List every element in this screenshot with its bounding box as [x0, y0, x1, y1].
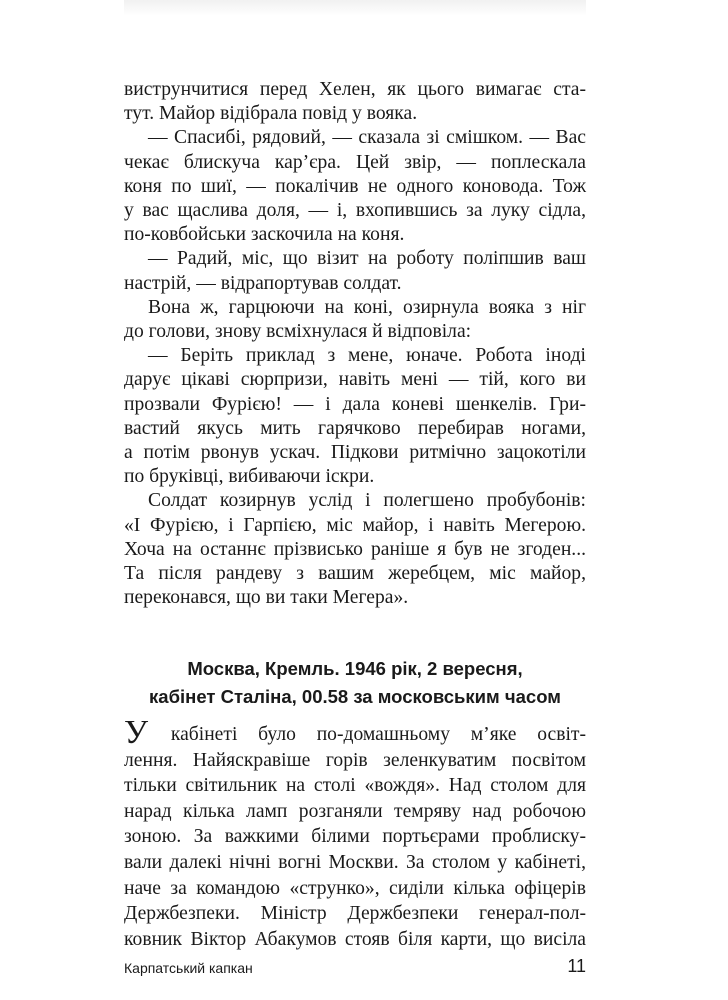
first-line-text: кабінеті було по-домашньому м’яке освіт- [150, 724, 586, 745]
text-line: переконався, що ви таки Мегера». [124, 587, 409, 609]
section-heading [124, 655, 586, 711]
text-line: дарує цікаві сюрпризи, навіть мені — тій, кого ви [124, 369, 586, 391]
text-line: «І Фурією, і Гарпією, міс майор, і навіть Мегерою. [124, 514, 586, 536]
text-line: вастий якусь мить гарячково перебирав ногами, [124, 417, 586, 439]
text-line: Та після рандеву з вашим жеребцем, міс майор, [124, 563, 586, 585]
text-line: — Радий, міс, що візит на роботу поліпшив ваш [148, 248, 586, 270]
text-line: зоною. За важкими білими портьєрами проблиску- [124, 826, 586, 848]
text-line: по-ковбойськи заскочила на коня. [124, 224, 405, 246]
running-footer-title: Карпатський капкан [124, 960, 253, 976]
body-text-block-1 [124, 78, 586, 610]
text-line: тільки світильник на столі «вождя». Над столом для [124, 775, 586, 797]
heading-line: Москва, Кремль. 1946 рік, 2 вересня, [187, 658, 523, 679]
text-line: Солдат козирнув услід і полегшено пробубонів: [148, 490, 586, 512]
text-line: а потім рвонув ускач. Підкови ритмічно зацокотіли [124, 442, 586, 464]
text-line: Хоча на останнє прізвисько раніше я був не згоден... [124, 538, 586, 560]
text-line: вали далекі нічні вогні Москви. За столом у кабінеті, [124, 851, 586, 873]
text-line: Вона ж, гарцюючи на коні, озирнула вояка з ніг [148, 296, 586, 318]
text-line: — Беріть приклад з мене, юначе. Робота іноді [148, 345, 586, 367]
text-line: прозвали Фурією! — і дала коневі шенкелів. Гри- [124, 393, 586, 415]
text-line: нарад кілька ламп розганяли темряву над робочою [124, 800, 586, 822]
text-line: наче за командою «струнко», сиділи кілька офіцерів [124, 877, 586, 899]
text-line: — Спасибі, рядовий, — сказала зі смішком. — Вас [148, 127, 586, 149]
text-line: до голови, знову всміхнулася й відповіла: [124, 321, 472, 343]
page-top-shadow [124, 0, 586, 16]
text-line: Держбезпеки. Міністр Держбезпеки генерал-пол- [124, 903, 586, 925]
text-line: тут. Майор відібрала повід у вояка. [124, 103, 418, 125]
text-line: лення. Найяскравіше горів зеленкуватим посвітом [124, 749, 586, 771]
text-line: ковник Віктор Абакумов стояв біля карти, що висіла [124, 928, 586, 950]
text-line: виструнчитися перед Хелен, як цього вимагає ста- [124, 79, 586, 100]
body-text-block-2 [124, 714, 586, 952]
first-text-line [124, 714, 586, 751]
text-line: по бруківці, вибиваючи іскри. [124, 466, 375, 488]
text-line: у вас щаслива доля, — і, вхопившись за луку сідла, [124, 200, 586, 222]
text-line: коня по шиї, — покалічив не одного коновода. Тож [124, 175, 586, 197]
text-line: чекає блискуча кар’єра. Цей звір, — поплескала [124, 151, 586, 173]
drop-cap: У [124, 714, 149, 751]
page-number: 11 [567, 956, 586, 976]
heading-line: кабінет Сталіна, 00.58 за московським часом [149, 686, 561, 707]
text-line: настрій, — відрапортував солдат. [124, 272, 402, 294]
